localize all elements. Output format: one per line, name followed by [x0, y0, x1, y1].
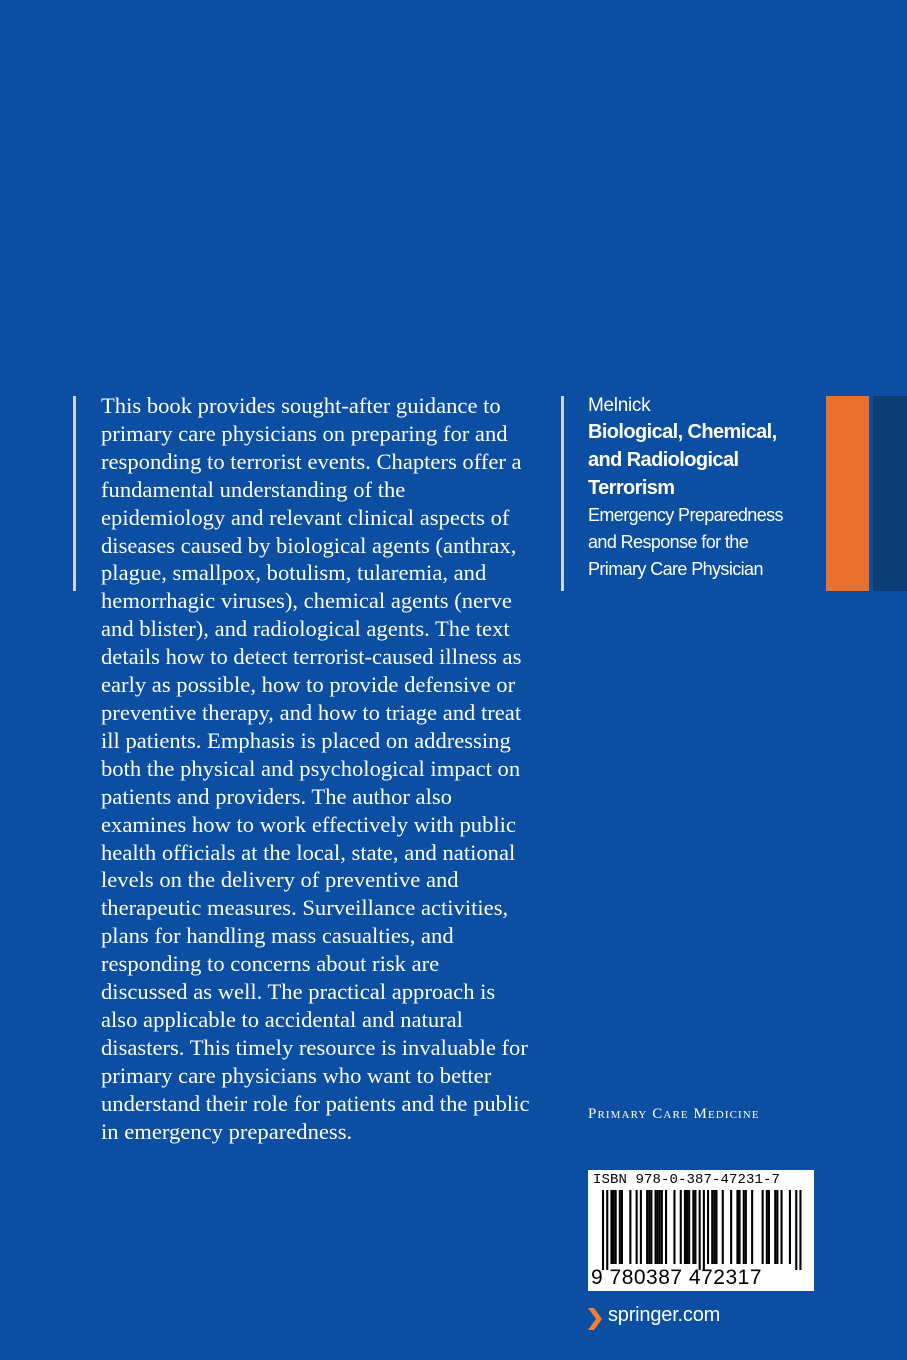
blurb-divider — [73, 396, 76, 591]
barcode-bar — [781, 1190, 783, 1264]
book-title-block — [588, 394, 808, 583]
barcode-bar — [629, 1190, 631, 1264]
barcode-bar — [739, 1190, 741, 1264]
barcode-bar — [636, 1190, 638, 1264]
barcode-bar — [680, 1190, 682, 1264]
orange-color-stripe — [826, 396, 869, 591]
book-subtitle-line: Emergency Preparedness — [588, 505, 783, 525]
barcode-bar — [774, 1190, 776, 1264]
barcode-bar — [621, 1190, 623, 1264]
barcode-bar — [665, 1190, 667, 1264]
barcode-bar — [686, 1190, 688, 1264]
book-subtitle-line: Primary Care Physician — [588, 559, 763, 579]
barcode-bars — [588, 1190, 814, 1270]
barcode-bar — [722, 1190, 724, 1264]
book-title-line: Terrorism — [588, 477, 675, 499]
barcode-bar — [715, 1190, 717, 1264]
book-title-line: Biological, Chemical, — [588, 421, 777, 443]
barcode-bar — [657, 1190, 659, 1264]
barcode-bar — [615, 1190, 617, 1264]
barcode-bar — [711, 1190, 713, 1264]
barcode-bar — [688, 1190, 690, 1264]
barcode-bar — [694, 1190, 696, 1264]
barcode-bar — [751, 1190, 753, 1264]
barcode-bar — [613, 1190, 615, 1264]
title-divider — [561, 396, 564, 591]
barcode-bar — [648, 1190, 650, 1264]
book-title-line: and Radiological — [588, 449, 739, 471]
barcode-bar — [659, 1190, 661, 1264]
isbn-label: ISBN 978-0-387-47231-7 — [593, 1172, 781, 1188]
chevron-right-icon — [588, 1308, 602, 1330]
barcode-bar — [661, 1190, 663, 1264]
barcode-bar — [673, 1190, 675, 1264]
barcode-bar — [730, 1190, 732, 1264]
barcode-bar — [646, 1190, 648, 1264]
navy-color-stripe — [873, 396, 907, 591]
barcode-bar — [619, 1190, 621, 1264]
barcode-bar — [684, 1190, 686, 1264]
barcode-bar — [699, 1190, 701, 1270]
book-subtitle-line: and Response for the — [588, 532, 749, 552]
barcode-bar — [650, 1190, 652, 1264]
barcode-bar — [776, 1190, 778, 1264]
barcode-bar — [606, 1190, 608, 1270]
barcode-bar — [743, 1190, 745, 1264]
barcode-bar — [713, 1190, 715, 1264]
publisher-url: springer.com — [608, 1304, 721, 1326]
series-name: Primary Care Medicine — [588, 1106, 760, 1122]
barcode-bar — [799, 1190, 801, 1270]
isbn-barcode — [588, 1170, 814, 1291]
barcode-bar — [766, 1190, 768, 1264]
barcode-bar — [610, 1190, 612, 1264]
description-blurb: This book provides sought-after guidance to primary care physicians on preparing for and responding to terrorist events. Chapters offer a fundamental understanding of the epidemiology and relevant clinical aspects of diseases caused by biological agents (anthrax, plague, smallpox, botulism, tularemia, and hemorrhagic viruses), chemical agents (nerve and blister), and radiological agents. The text details how to detect terrorist-caused illness as early as possible, how to provide defensive or preventive therapy, and how to triage and treat ill patients. Emphasis is placed on addressing both the physical and psychological impact on patients and providers. The author also examines how to work effectively with public health officials at the local, state, and national levels on the delivery of preventive and therapeutic measures. Surveillance activities, plans for handling mass casualties, and responding to concerns about risk are discussed as well. The practical approach is also applicable to accidental and natural disasters. This timely resource is invaluable for primary care physicians who want to better understand their role for patients and the public in emergency preparedness. — [101, 393, 530, 1144]
barcode-bar — [655, 1190, 657, 1264]
barcode-bar — [795, 1190, 797, 1270]
barcode-bar — [736, 1190, 738, 1264]
barcode-bar — [707, 1190, 709, 1264]
barcode-bar — [789, 1190, 791, 1264]
author-name: Melnick — [588, 395, 651, 416]
barcode-bar — [640, 1190, 642, 1264]
barcode-bar — [762, 1190, 764, 1264]
barcode-bar — [745, 1190, 747, 1264]
barcode-bar — [768, 1190, 770, 1264]
barcode-bar — [602, 1190, 604, 1270]
barcode-bar — [692, 1190, 694, 1264]
ean-digits: 9 780387 472317 — [591, 1266, 762, 1289]
barcode-bar — [703, 1190, 705, 1270]
